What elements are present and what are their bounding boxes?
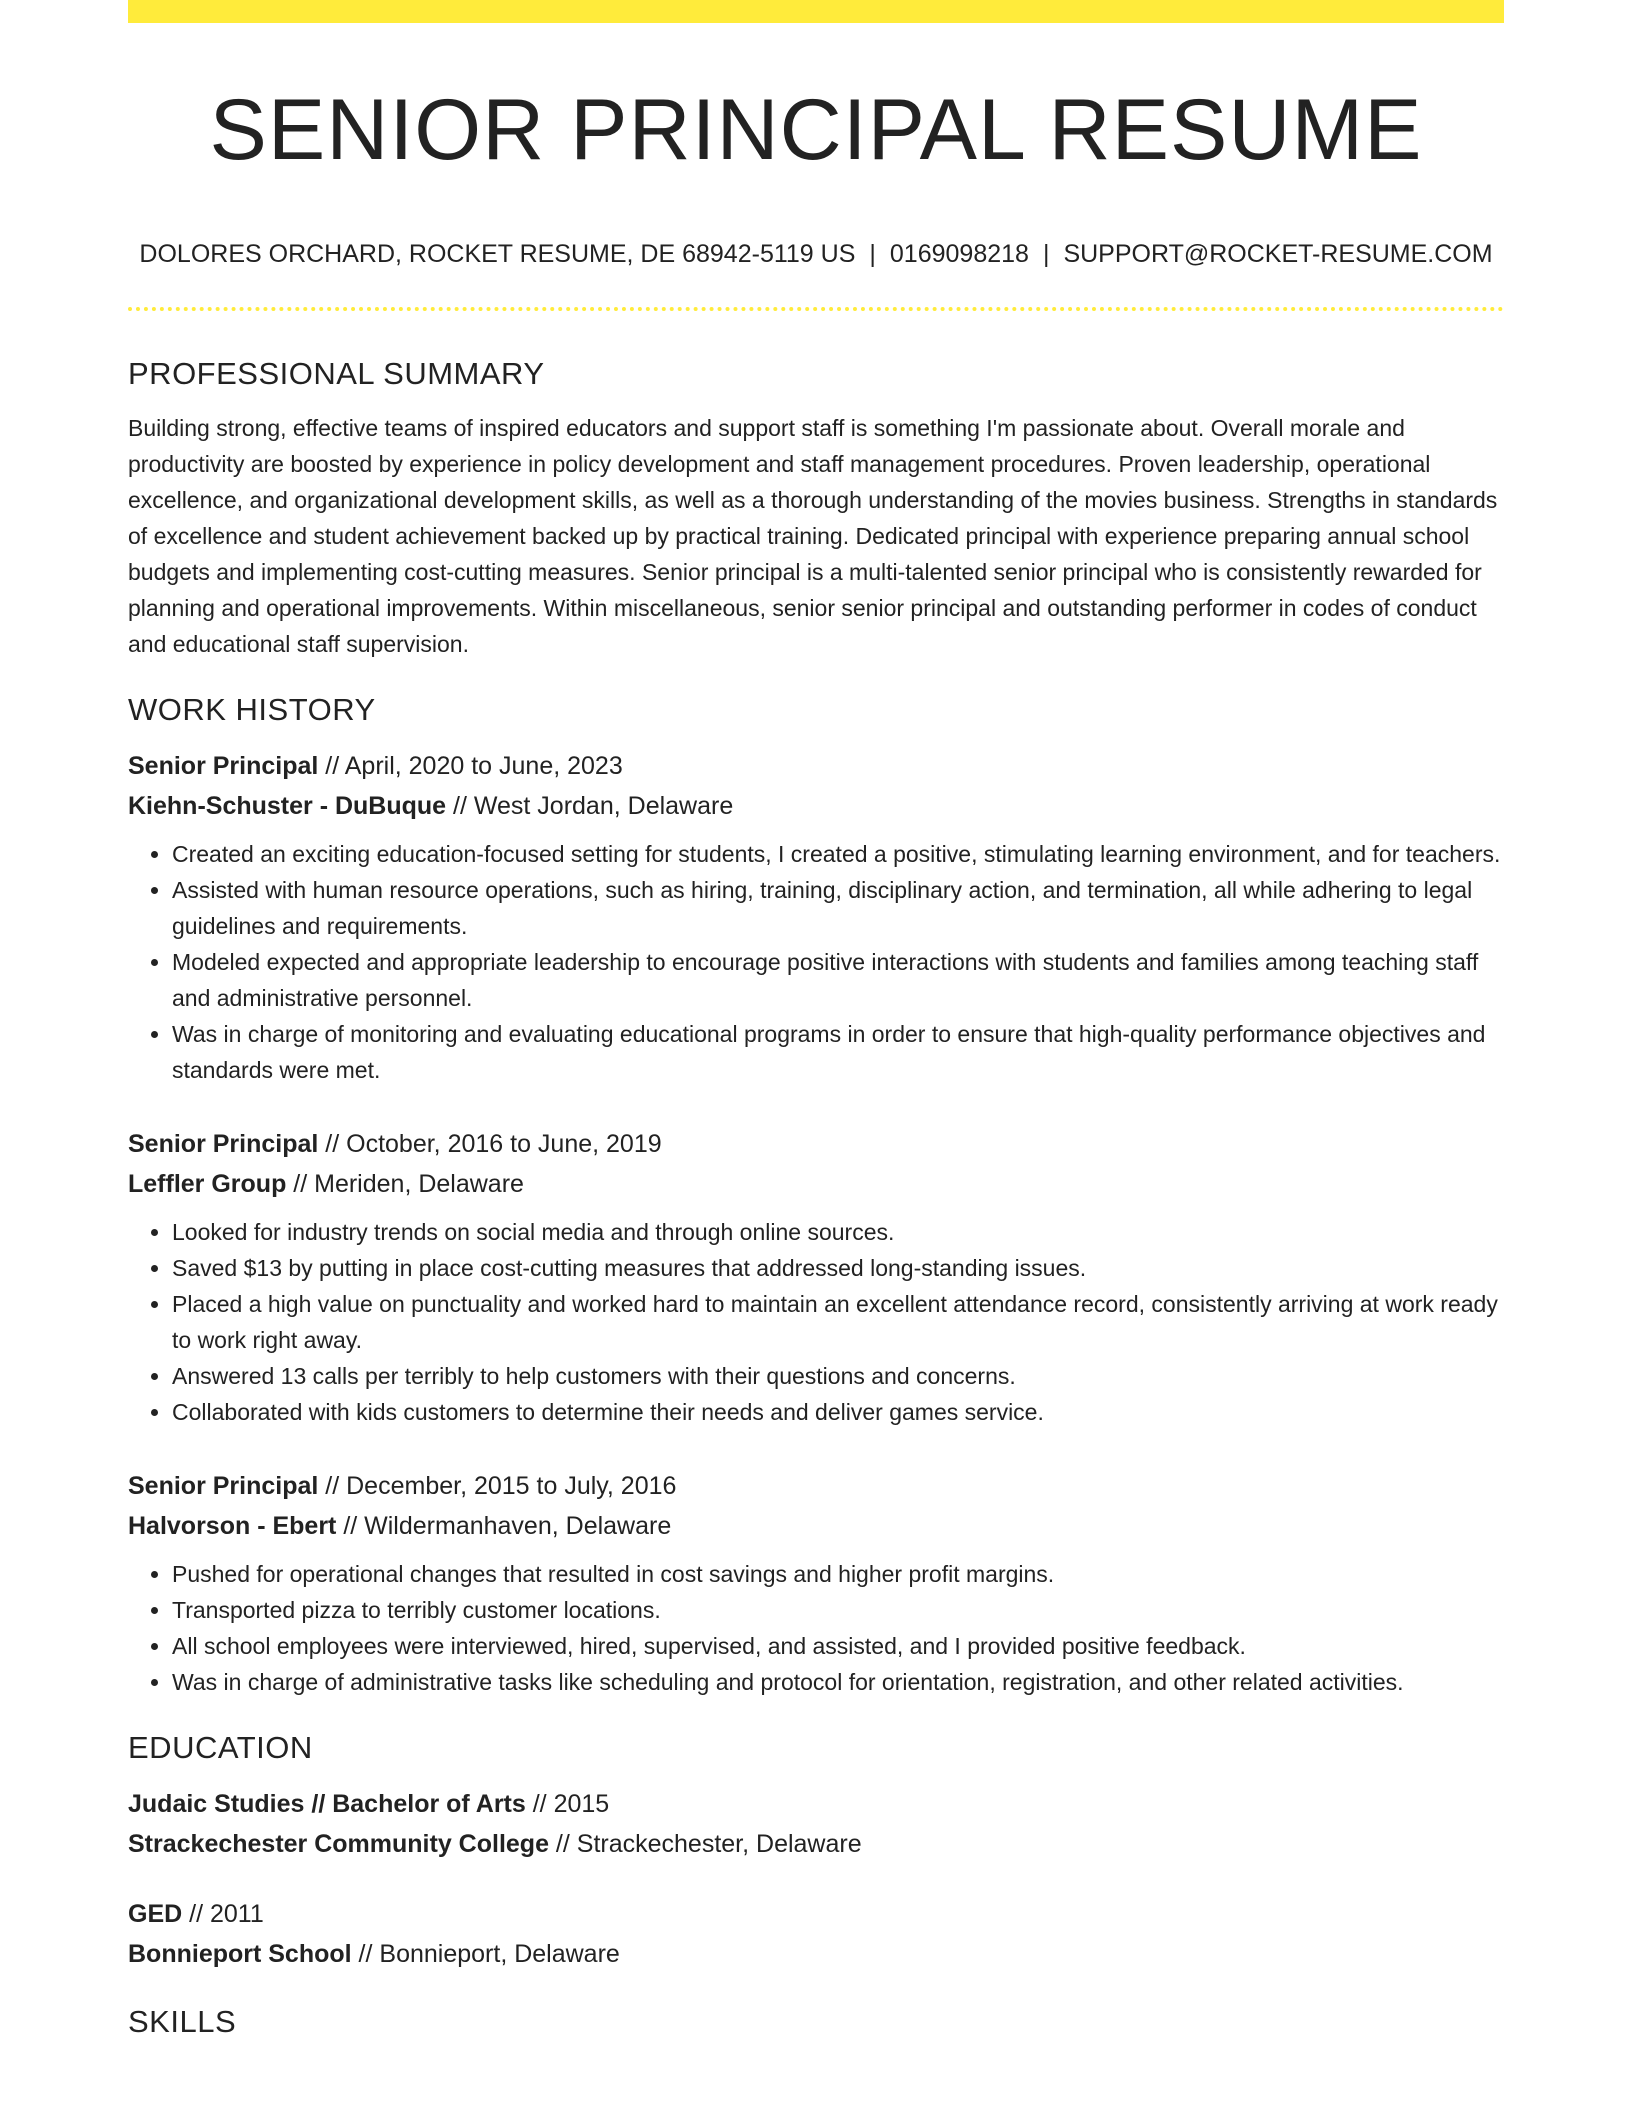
job-title-line bbox=[128, 1124, 1504, 1164]
job-bullets bbox=[128, 1214, 1504, 1430]
education-heading: EDUCATION bbox=[128, 1730, 313, 1765]
summary-text: Building strong, effective teams of inspired educators and support staff is something I'm passionate about. Overall morale and productivity are boosted by experience in policy development and staff management procedures. Proven leadership, operational excellence, and organizational development skills, as well as a thorough understanding of the movies business. Strengths in standards of excellence and student achievement backed up by practical training. Dedicated principal with experience preparing annual school budgets and implementing cost-cutting measures. Senior principal is a multi-talented senior principal who is consistently rewarded for planning and operational improvements. Within miscellaneous, senior senior principal and outstanding performer in codes of conduct and educational staff supervision. bbox=[128, 415, 1498, 657]
resume-content bbox=[128, 352, 1504, 2044]
job-title-line bbox=[128, 1466, 1504, 1506]
education-school-line bbox=[128, 1934, 1504, 1974]
job-bullets bbox=[128, 836, 1504, 1088]
contact-line bbox=[128, 236, 1504, 272]
summary-section bbox=[128, 352, 1504, 662]
job-dates: // April, 2020 to June, 2023 bbox=[318, 752, 623, 780]
job-bullet: • All school employees were interviewed, hired, supervised, and assisted, and I provided positive feedback. bbox=[172, 1628, 1504, 1664]
job-dates: // December, 2015 to July, 2016 bbox=[318, 1472, 677, 1500]
contact-separator: | bbox=[1042, 240, 1050, 268]
job-company-line bbox=[128, 1164, 1504, 1204]
skills-heading: SKILLS bbox=[128, 2004, 237, 2039]
job-company-line bbox=[128, 786, 1504, 826]
job-location: // Meriden, Delaware bbox=[286, 1170, 524, 1198]
education-entry bbox=[128, 1784, 1504, 1864]
page-title: SENIOR PRINCIPAL RESUME bbox=[209, 82, 1423, 178]
job-company: Kiehn-Schuster - DuBuque bbox=[128, 792, 447, 820]
skills-section bbox=[128, 2000, 1504, 2044]
job-bullet: • Answered 13 calls per terribly to help customers with their questions and concerns. bbox=[172, 1358, 1504, 1394]
work-history-section bbox=[128, 688, 1504, 1700]
education-school-line bbox=[128, 1824, 1504, 1864]
contact-separator: | bbox=[869, 240, 876, 268]
dotted-divider bbox=[128, 307, 1504, 311]
job-bullet: • Saved $13 by putting in place cost-cutting measures that addressed long-standing issues. bbox=[172, 1250, 1504, 1286]
job-entry bbox=[128, 746, 1504, 1088]
job-title-line bbox=[128, 746, 1504, 786]
contact-phone: 0169098218 bbox=[889, 240, 1029, 268]
job-bullet: • Collaborated with kids customers to determine their needs and deliver games service. bbox=[172, 1394, 1504, 1430]
job-title: Senior Principal bbox=[128, 752, 319, 780]
education-entry bbox=[128, 1894, 1504, 1974]
job-bullet: • Transported pizza to terribly customer locations. bbox=[172, 1592, 1504, 1628]
education-location: // Bonnieport, Delaware bbox=[351, 1940, 620, 1968]
job-title: Senior Principal bbox=[128, 1472, 319, 1500]
job-bullet: • Pushed for operational changes that resulted in cost savings and higher profit margins. bbox=[172, 1556, 1504, 1592]
education-section bbox=[128, 1726, 1504, 1974]
job-bullet: • Placed a high value on punctuality and worked hard to maintain an excellent attendance record, consistently arriving at work ready to work right away. bbox=[172, 1286, 1504, 1358]
job-bullet: • Assisted with human resource operations, such as hiring, training, disciplinary action, and termination, all while adhering to legal guidelines and requirements. bbox=[172, 872, 1504, 944]
education-degree: Judaic Studies // Bachelor of Arts bbox=[128, 1790, 526, 1818]
job-bullet: • Looked for industry trends on social media and through online sources. bbox=[172, 1214, 1504, 1250]
education-year: // 2011 bbox=[182, 1900, 264, 1928]
job-company: Halvorson - Ebert bbox=[128, 1512, 337, 1540]
job-bullet: • Modeled expected and appropriate leadership to encourage positive interactions with students and families among teaching staff and administrative personnel. bbox=[172, 944, 1504, 1016]
education-year: // 2015 bbox=[525, 1790, 610, 1818]
job-bullet: • Was in charge of monitoring and evaluating educational programs in order to ensure that high-quality performance objectives and standards were met. bbox=[172, 1016, 1504, 1088]
education-degree: GED bbox=[128, 1900, 183, 1928]
contact-address: DOLORES ORCHARD, ROCKET RESUME, DE 68942-5119 US bbox=[139, 240, 856, 268]
work-history-heading: WORK HISTORY bbox=[128, 692, 376, 727]
education-school: Bonnieport School bbox=[128, 1940, 352, 1968]
job-title: Senior Principal bbox=[128, 1130, 319, 1158]
job-company: Leffler Group bbox=[128, 1170, 287, 1198]
education-location: // Strackechester, Delaware bbox=[548, 1830, 862, 1858]
job-entry bbox=[128, 1124, 1504, 1430]
job-bullet: • Created an exciting education-focused setting for students, I created a positive, stimulating learning environment, and for teachers. bbox=[172, 836, 1504, 872]
job-bullets bbox=[128, 1556, 1504, 1700]
education-degree-line bbox=[128, 1894, 1504, 1934]
summary-heading: PROFESSIONAL SUMMARY bbox=[128, 356, 545, 391]
contact-email: SUPPORT@ROCKET-RESUME.COM bbox=[1063, 240, 1493, 268]
job-location: // Wildermanhaven, Delaware bbox=[336, 1512, 672, 1540]
job-location: // West Jordan, Delaware bbox=[446, 792, 734, 820]
education-school: Strackechester Community College bbox=[128, 1830, 549, 1858]
job-dates: // October, 2016 to June, 2019 bbox=[318, 1130, 662, 1158]
job-bullet: • Was in charge of administrative tasks like scheduling and protocol for orientation, registration, and other related activities. bbox=[172, 1664, 1504, 1700]
job-company-line bbox=[128, 1506, 1504, 1546]
education-degree-line bbox=[128, 1784, 1504, 1824]
top-accent-bar bbox=[128, 0, 1504, 23]
job-entry bbox=[128, 1466, 1504, 1700]
